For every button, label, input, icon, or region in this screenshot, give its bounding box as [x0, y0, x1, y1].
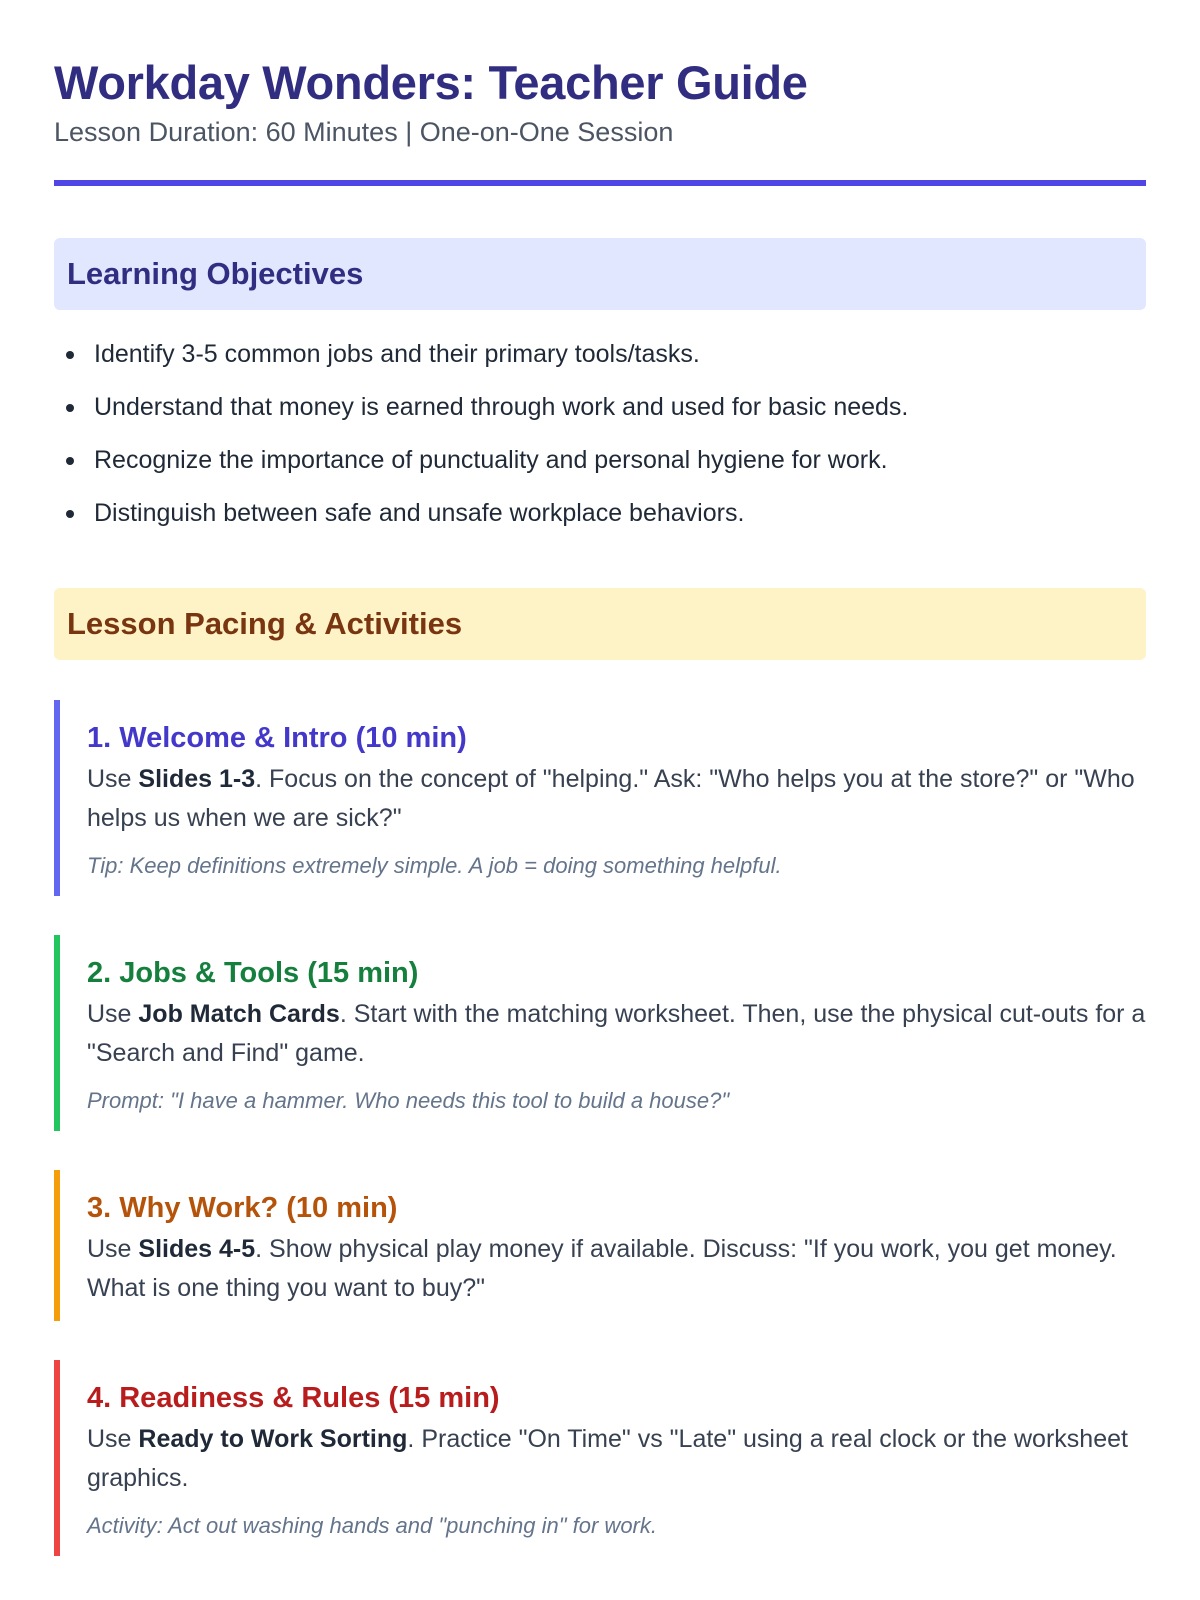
activity-title: 1. Welcome & Intro (10 min) — [87, 722, 467, 754]
use-word: Use — [87, 1235, 139, 1263]
activity-readiness-rules — [54, 1360, 1146, 1556]
learning-objectives-banner — [54, 238, 1146, 310]
activity-description — [87, 995, 1146, 1073]
lesson-pacing-section — [54, 588, 1146, 1556]
activity-accent-bar — [54, 935, 60, 1131]
activity-instructions: . Practice "On Time" vs "Late" using a real clock or the worksheet graphics. — [87, 1425, 1128, 1492]
activity-accent-bar — [54, 700, 60, 896]
activity-jobs-tools — [54, 935, 1146, 1131]
learning-objectives-heading: Learning Objectives — [67, 256, 364, 291]
activity-prompt: Prompt: "I have a hammer. Who needs this tool to build a house?" — [87, 1088, 730, 1113]
activity-material: Slides 1-3 — [138, 765, 256, 793]
activity-title: 4. Readiness & Rules (15 min) — [87, 1382, 500, 1414]
activity-description — [87, 760, 1146, 838]
activity-material: Ready to Work Sorting — [138, 1425, 408, 1453]
lesson-duration-subtitle: Lesson Duration: 60 Minutes | One-on-One Session — [54, 117, 674, 147]
activity-title: 3. Why Work? (10 min) — [87, 1192, 398, 1224]
activity-accent-bar — [54, 1360, 60, 1556]
activity-instructions: . Show physical play money if available. Discuss: "If you work, you get money. What is one thing you want to buy?" — [87, 1235, 1117, 1302]
objective-item: Recognize the importance of punctuality and personal hygiene for work. — [54, 442, 1146, 478]
guide-header — [54, 0, 1146, 186]
activity-instructions: . Start with the matching worksheet. Then, use the physical cut-outs for a "Search and Find" game. — [87, 1000, 1146, 1067]
objective-item: Identify 3-5 common jobs and their primary tools/tasks. — [54, 336, 1146, 372]
activity-instructions: . Focus on the concept of "helping." Ask: "Who helps you at the store?" or "Who helps us when we are sick?" — [87, 765, 1135, 832]
activity-title: 2. Jobs & Tools (15 min) — [87, 957, 419, 989]
page-title: Workday Wonders: Teacher Guide — [54, 56, 808, 109]
activity-description — [87, 1420, 1146, 1498]
use-word: Use — [87, 765, 139, 793]
activity-tip: Tip: Keep definitions extremely simple. A job = doing something helpful. — [87, 853, 782, 878]
activity-description — [87, 1230, 1146, 1308]
activity-welcome-intro — [54, 700, 1146, 896]
lesson-pacing-banner — [54, 588, 1146, 660]
header-divider — [54, 180, 1146, 186]
activity-material: Slides 4-5 — [138, 1235, 256, 1263]
use-word: Use — [87, 1425, 139, 1453]
activity-note: Activity: Act out washing hands and "punching in" for work. — [87, 1513, 657, 1538]
objective-item: Understand that money is earned through work and used for basic needs. — [54, 389, 1146, 425]
use-word: Use — [87, 1000, 139, 1028]
activity-accent-bar — [54, 1170, 60, 1321]
learning-objectives-section — [54, 238, 1146, 531]
objective-item: Distinguish between safe and unsafe workplace behaviors. — [54, 495, 1146, 531]
activity-material: Job Match Cards — [138, 1000, 340, 1028]
activity-why-work — [54, 1170, 1146, 1321]
objectives-list — [54, 336, 1146, 531]
lesson-pacing-heading: Lesson Pacing & Activities — [67, 606, 463, 641]
